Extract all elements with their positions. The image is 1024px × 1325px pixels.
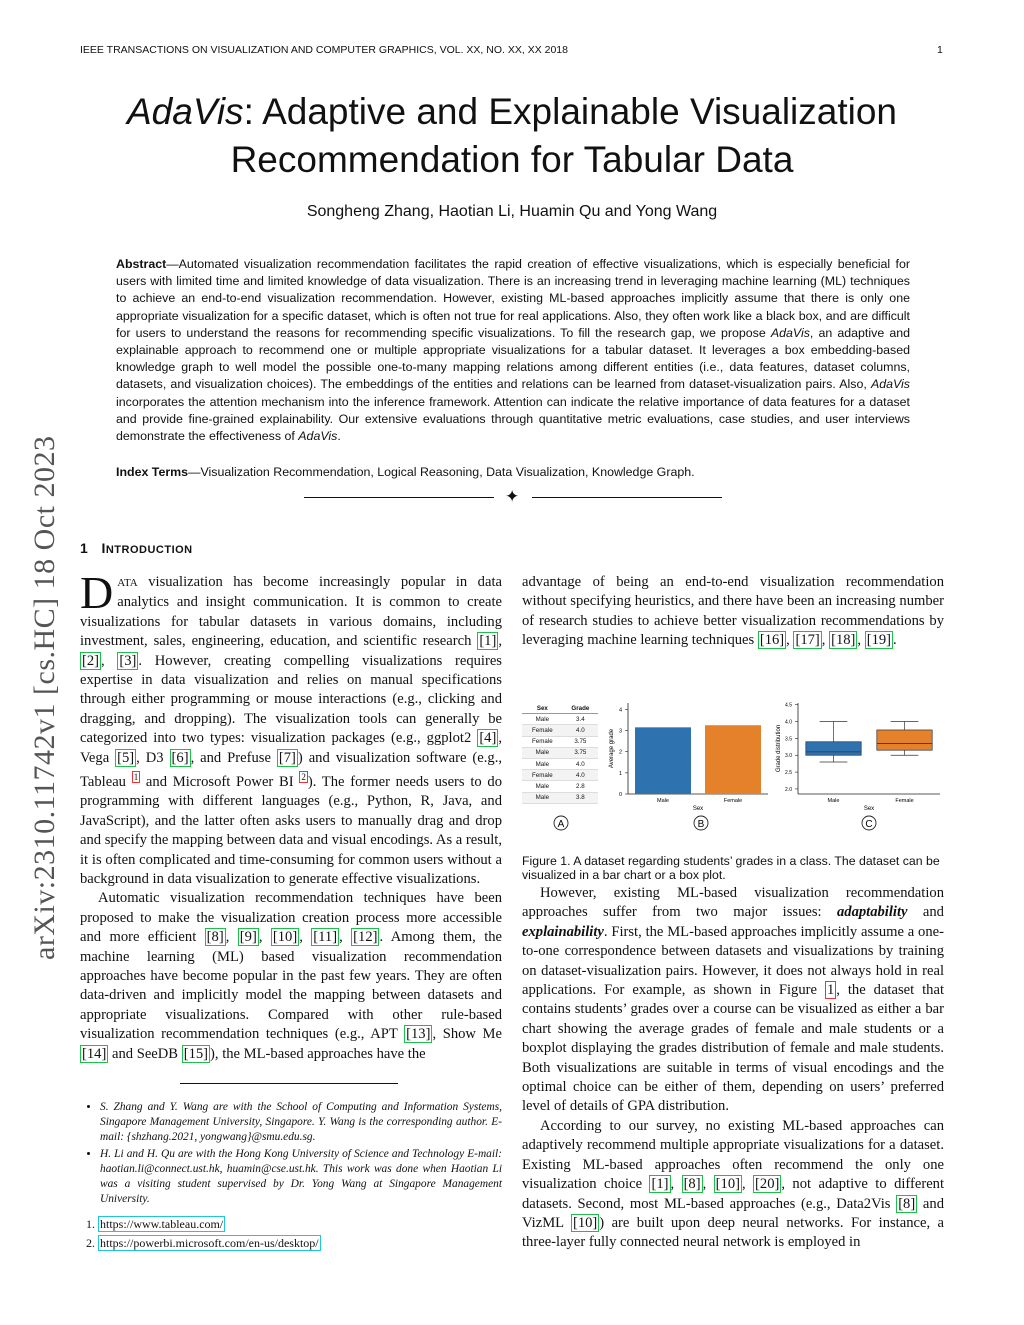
- y-tick-label: 4.5: [785, 702, 792, 709]
- index-terms-text: —Visualization Recommendation, Logical Reasoning, Data Visualization, Knowledge Graph.: [188, 465, 695, 479]
- abstract-text-b: , an adaptive and explainable approach to recommend one or multiple appropriate visualizations for a tabular dataset. It leverages a box embedding-based knowledge graph to well model the possible one-to-many mapping relations among different entities (i.e., data features, dataset columns, datasets, and visualization choices). The embeddings of the entities and relations can be learned from dataset-visualization pairs. Also,: [116, 325, 910, 392]
- text-run: , not adaptive to different datasets. Second, most ML-based approaches (e.g., Data2Vis: [522, 1176, 945, 1212]
- table-cell: Male: [522, 714, 563, 725]
- citation-link[interactable]: [12]: [353, 929, 378, 946]
- citation-link[interactable]: [5]: [117, 749, 135, 766]
- citation-link[interactable]: [14]: [82, 1045, 107, 1062]
- running-header: IEEE TRANSACTIONS ON VISUALIZATION AND COMPUTER GRAPHICS, VOL. XX, NO. XX, XX 2018: [80, 44, 568, 56]
- y-tick-label: 2.5: [785, 770, 792, 777]
- table-cell: Female: [522, 736, 563, 747]
- bar-female: [705, 725, 761, 794]
- text-run: . First, the ML-based approaches implicitly assume a one-to-one correspondence between datasets and visualizations by training on dataset-visualization pairs. However, it does not always hold in real applications. For example, as shown in Figure: [522, 923, 944, 999]
- text-run: advantage of being an end-to-end visualization recommendation without specifying heuristics, and there have been an increasing number of research studies to achieve better visualization recommendations by leveraging machine learning techniques: [522, 574, 944, 649]
- section-number: 1: [80, 540, 89, 556]
- table-cell: 3.75: [563, 747, 598, 758]
- box-male: [806, 742, 861, 755]
- table-cell: Female: [522, 770, 563, 781]
- keyword-explainability: explainability: [522, 923, 604, 940]
- text-run: visualization has become increasingly popular in data analytics and insight communication. It is common to create visualizations for tabular datasets in various domains, including investment, sales, engineering, education, and scientific research: [80, 574, 502, 650]
- intro-paragraph-1: DATA visualization has become increasingly popular in data analytics and insight communication. It is common to create visualizations for tabular datasets in various domains, including investment, sales, engineering, education, and scientific research [1] , [2] , [3] . However, creating compelling visualizations requires expertise in data visualization and relies on manual specifications through either programming or mouse interactions (e.g., clicking and dragging, and dropping). The visualization tools can generally be categorized into two types: visualization packages (e.g., ggplot2 [4] , Vega [5] , D3 [6] , and Prefuse [7] ) and visualization software (e.g., Tableau $^1$ and Microsoft Power BI $^2$ ). The former needs users to do programming with different languages (e.g., Python, R, Java, and JavaScript), and the latter often asks users to manually drag and drop and specify the mapping between data and visual encodings. As a result, it is often complicated and time-consuming for common users without a background in data visualization to generate effective visualizations.: [80, 567, 502, 887]
- table-cell: 4.0: [563, 758, 598, 769]
- citation-link[interactable]: [11]: [313, 929, 338, 946]
- x-tick-label: Female: [723, 798, 743, 804]
- x-axis-title: Sex: [863, 806, 875, 812]
- text-run: and: [907, 904, 944, 921]
- arxiv-stamp: arXiv:2310.11742v1 [cs.HC] 18 Oct 2023: [28, 435, 61, 960]
- intro-paragraph-2: Automatic visualization recommendation techniques have been proposed to make the visualization creation process more accessible and more efficient [8] , [9] , [10] , [11] , [12] . Among them, the machine learning (ML) based visualization recommendation approaches have become popular in the past few years. They are often data-driven and implicitly model the mapping between datasets and appropriate visualizations. Compared with other rule-based visualization recommendation techniques (e.g., APT [13] , Show Me [14] and SeeDB [15] ), the ML-based approaches have the: [80, 890, 503, 1062]
- citation-link[interactable]: [13]: [406, 1026, 431, 1043]
- table-cell: 4.0: [563, 725, 598, 736]
- footnote-marker[interactable]: 1: [133, 772, 139, 783]
- abstract-name3: AdaVis: [298, 429, 338, 444]
- citation-link[interactable]: [3]: [119, 652, 137, 669]
- table-cell: Female: [522, 725, 563, 736]
- url-footnote-number: 1.: [86, 1217, 95, 1231]
- bar-chart: [609, 703, 768, 812]
- text-run: , the dataset that contains students’ grades over a course can be visualized as either a bar chart showing the average grades of female and male students or a boxplot displaying the grades distribution of female and male students. Both visualizations are suitable in terms of visual encodings and the optimal choice can be either of them, depending on users’ preferred level of details of GPA distribution.: [522, 982, 945, 1115]
- section-initial: I: [101, 540, 106, 556]
- abstract-text-a: —Automated visualization recommendation facilitates the rapid creation of effective visualizations, which is especially beneficial for users with limited time and limited knowledge of data visualization. There is an increasing trend in leveraging machine learning (ML) techniques to achieve an end-to-end visualization recommendation. However, existing ML-based approaches implicitly assume that there is only one appropriate visualization for a specific dataset, which is often not true for real applications. Also, they often work like a black box, and are difficult for users to understand the reasons for recommending specific visualizations. To fill the research gap, we propose: [116, 257, 910, 340]
- text-run: , and Prefuse: [190, 749, 277, 766]
- y-tick-label: 3.0: [785, 753, 792, 760]
- box-plot: [776, 703, 940, 812]
- citation-link[interactable]: [16]: [759, 632, 785, 649]
- citation-link[interactable]: [10]: [272, 929, 298, 946]
- text-run: ) and visualization software (e.g., Tableau: [80, 749, 502, 790]
- x-tick-label: Male: [657, 798, 669, 804]
- y-tick-label: 2: [618, 749, 622, 756]
- abstract-text-d: .: [337, 429, 341, 444]
- citation-link[interactable]: [7]: [278, 749, 296, 766]
- citation-link[interactable]: [10]: [715, 1176, 740, 1193]
- figure-caption: Figure 1. A dataset regarding students’ grades in a class. The dataset can be visualized in a bar chart or a box plot.: [522, 854, 940, 882]
- affiliation-1: • S. Zhang and Y. Wang are with the School of Computing and Information Systems, Singapore Management University, Singapore. Y. Wang is the corresponding author. E-mail: {shzhang.2021, yongwang}@smu.edu.sg.: [100, 1100, 502, 1145]
- y-tick-label: 3: [618, 728, 622, 735]
- page-number: 1: [937, 44, 943, 56]
- text-run: , D3: [136, 749, 170, 766]
- section-title-rest: NTRODUCTION: [105, 544, 193, 556]
- url-footnote-number: 2.: [86, 1236, 95, 1250]
- table-cell: Male: [522, 747, 563, 758]
- y-tick-label: 4.0: [785, 719, 792, 726]
- citation-link[interactable]: [19]: [866, 632, 892, 649]
- y-axis-title: Grade distribution: [776, 724, 782, 773]
- citation-link[interactable]: [15]: [183, 1045, 209, 1062]
- drop-cap: D: [80, 567, 114, 618]
- right-column-bottom: [522, 884, 944, 1253]
- citation-link[interactable]: [1]: [479, 633, 497, 650]
- table-cell: 3.4: [563, 714, 598, 725]
- citation-link[interactable]: [8]: [206, 929, 224, 946]
- text-run: . However, creating compelling visualizations requires expertise in data visualization and relies on manual specifications through either programming or mouse interactions (e.g., clicking and dragging, and dropping). The visualization tools can generally be categorized into two types: visualization packages (e.g., ggplot2: [80, 652, 502, 747]
- panel-label-a: A: [557, 819, 565, 830]
- text-run: and Microsoft Power BI: [140, 773, 300, 790]
- affiliation-2: • H. Li and H. Qu are with the Hong Kong University of Science and Technology E-mail: haotian.li@connect.ust.hk, huamin@cse.ust.hk. This work was done when Haotian Li was a visiting student supervised by Dr. Yong Wang at Singapore Management University.: [100, 1147, 502, 1207]
- citation-link[interactable]: [2]: [82, 652, 100, 669]
- citation-link[interactable]: [8]: [898, 1195, 916, 1212]
- text-run: ), the ML-based approaches have the: [210, 1045, 426, 1062]
- title-line1-rest: : Adaptive and Explainable Visualization: [243, 91, 898, 132]
- citation-link[interactable]: [9]: [239, 929, 257, 946]
- tableau-url-link[interactable]: https://www.tableau.com/: [100, 1217, 224, 1231]
- text-run: According to our survey, no existing ML-based approaches can adaptively recommend multiple appropriate visualizations for a dataset. Existing ML-based approaches often recommend the only one visualization choice: [522, 1117, 944, 1193]
- x-tick-label: Male: [827, 798, 840, 804]
- text-run: , Vega: [80, 730, 502, 766]
- y-tick-label: 4: [618, 707, 622, 714]
- panel-labels: [554, 816, 876, 830]
- y-tick-label: 0: [618, 792, 622, 798]
- authors: Songheng Zhang, Haotian Li, Huamin Qu and Yong Wang: [306, 203, 718, 220]
- table-header: Grade: [563, 703, 598, 714]
- divider-star-icon: ✦: [505, 487, 520, 506]
- y-axis-title: Average grade: [609, 728, 615, 769]
- citation-link[interactable]: [8]: [683, 1176, 701, 1193]
- y-tick-label: 2.0: [785, 786, 792, 793]
- text-run: Automatic visualization recommendation techniques have been proposed to make the visualization creation process more accessible and more efficient: [80, 890, 502, 946]
- y-tick-label: 3.5: [785, 736, 792, 743]
- table-cell: Male: [522, 781, 563, 792]
- intro-paragraph-3: advantage of being an end-to-end visualization recommendation without specifying heuristics, and there have been an increasing number of research studies to achieve better visualization recommendations by leveraging machine learning techniques [16] , [17] , [18] , [19] .: [522, 574, 944, 649]
- text-run: , Show Me: [432, 1026, 502, 1043]
- text-run: However, existing ML-based visualization recommendation approaches suffer from two major issues:: [522, 885, 944, 921]
- citation-link[interactable]: [17]: [795, 632, 820, 649]
- title-line2: Recommendation for Tabular Data: [230, 139, 794, 180]
- abstract-text-c: incorporates the attention mechanism into the inference framework. Attention can indicate the relative importance of data features for a dataset and provide fine-grained explainability. Our extensive evaluations through quantitative metric evaluations, case studies, and user interviews demonstrate the effectiveness of: [116, 394, 910, 444]
- text-run: . Among them, the machine learning (ML) based visualization recommendation approaches have become popular in the past few years. They are often data-driven and implicitly model the mapping between datasets and appropriate visualizations. Compared with other rule-based visualization recommendation techniques (e.g., APT: [80, 929, 503, 1043]
- text-run: and SeeDB: [108, 1045, 182, 1062]
- box-female: [877, 730, 932, 750]
- index-terms-label: Index Terms: [116, 465, 189, 479]
- y-tick-label: 1: [618, 770, 622, 777]
- intro-paragraph-5: According to our survey, no existing ML-based approaches can adaptively recommend multiple appropriate visualizations for a dataset. Existing ML-based approaches often recommend the only one visualization choice [1] , [8] , [10] , [20] , not adaptive to different datasets. Second, most ML-based approaches (e.g., Data2Vis [8] and VizML [10] ) are built upon deep neural networks. For instance, a three-layer fully connected neural network is employed in: [522, 1117, 945, 1251]
- citation-link[interactable]: [10]: [572, 1214, 598, 1231]
- table-header: Sex: [522, 703, 563, 714]
- table-cell: 4.0: [563, 770, 598, 781]
- abstract-name2: AdaVis: [870, 377, 910, 392]
- abstract-name1: AdaVis: [770, 325, 810, 340]
- panel-label-b: B: [697, 819, 705, 830]
- panel-label-c: C: [865, 819, 873, 830]
- title-system-name: AdaVis: [126, 91, 244, 132]
- table-cell: Male: [522, 792, 563, 803]
- smallcaps-lead: ATA: [117, 577, 138, 589]
- text-run: ) are built upon deep neural networks. For instance, a three-layer fully connected neural network is employed in: [522, 1214, 944, 1251]
- x-tick-label: Female: [895, 798, 914, 804]
- x-axis-title: Sex: [692, 806, 704, 812]
- citation-link[interactable]: [20]: [755, 1176, 780, 1193]
- keyword-adaptability: adaptability: [836, 904, 908, 921]
- text-run: and VizML: [522, 1195, 944, 1231]
- text-run: ). The former needs users to do programming with different languages (e.g., Python, R, Java, and JavaScript), and the latter often asks users to manually drag and drop and specify the mapping between data and visual encodings. As a result, it is often complicated and time-consuming for common users without a background in data visualization to generate effective visualizations.: [80, 773, 502, 887]
- citation-link[interactable]: [18]: [831, 632, 856, 649]
- intro-paragraph-4: [522, 884, 944, 1117]
- text-run: .: [893, 632, 897, 649]
- figure-link[interactable]: 1: [826, 982, 835, 999]
- citation-link[interactable]: [1]: [651, 1176, 669, 1193]
- powerbi-url-link[interactable]: https://powerbi.microsoft.com/en-us/desktop/: [100, 1236, 319, 1250]
- bar-male: [635, 727, 691, 794]
- table-cell: Male: [522, 758, 563, 769]
- citation-link[interactable]: [6]: [171, 749, 189, 766]
- footnote-marker[interactable]: 2: [301, 772, 306, 783]
- citation-link[interactable]: [4]: [479, 730, 497, 747]
- abstract-label: Abstract: [116, 257, 167, 271]
- table-cell: 3.8: [563, 792, 598, 803]
- table-cell: 3.75: [563, 736, 598, 747]
- table-cell: 2.8: [563, 781, 598, 792]
